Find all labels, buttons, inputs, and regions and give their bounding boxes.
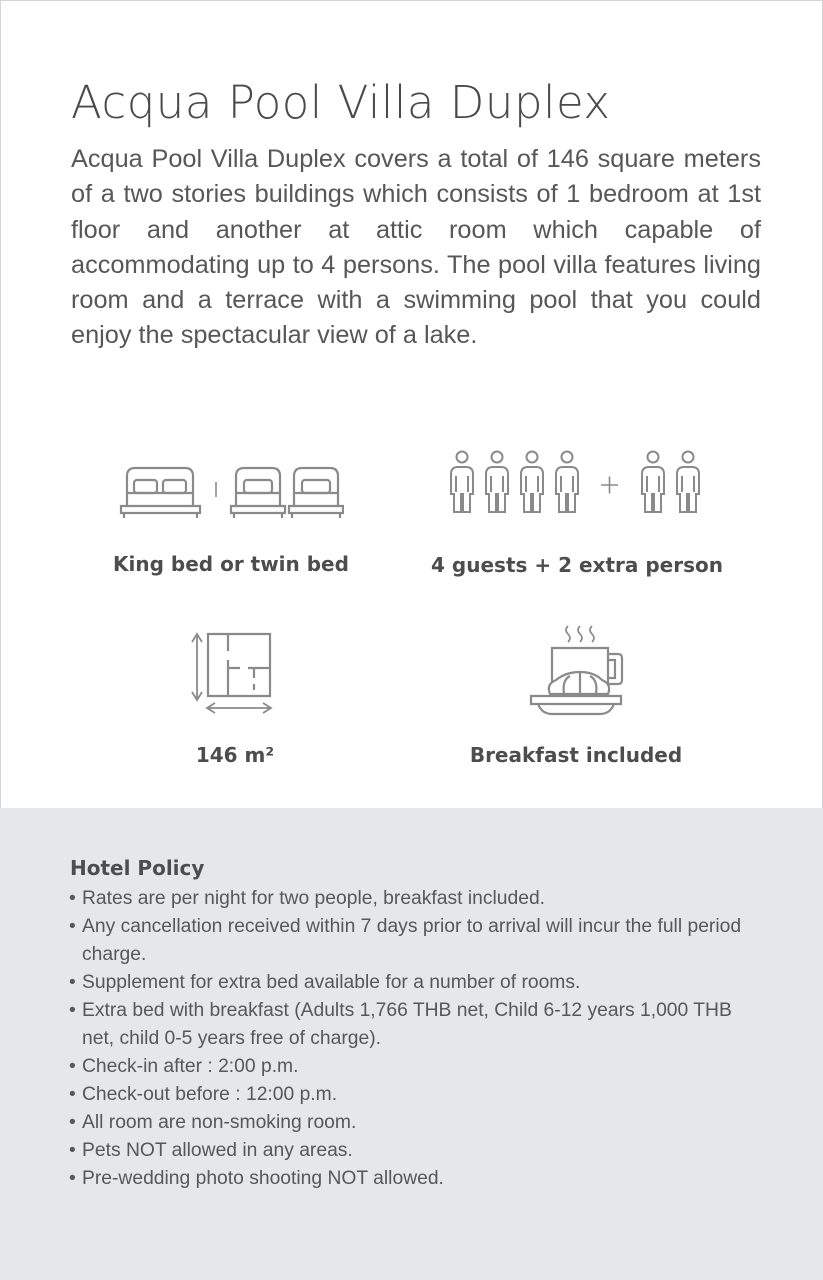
policy-item: • Supplement for extra bed available for a number of rooms.	[68, 969, 768, 997]
policy-item: • All room are non-smoking room.	[68, 1109, 768, 1137]
policy-item: • Rates are per night for two people, breakfast included.	[68, 885, 768, 913]
policy-item: • Any cancellation received within 7 days prior to arrival will incur the full period charge.	[68, 913, 768, 969]
policy-title: Hotel Policy	[70, 856, 205, 880]
guests-label: 4 guests + 2 extra person	[431, 553, 723, 577]
guests-icon	[446, 448, 706, 518]
hotel-policy-section	[0, 808, 823, 1280]
breakfast-icon	[526, 622, 626, 722]
room-description: Acqua Pool Villa Duplex covers a total of 146 square meters of a two stories buildings which consists of 1 bedroom at 1st floor and another at attic room which capable of accommodating up to 4 persons. The pool villa features living room and a terrace with a swimming pool that you could enjoy the spectacular view of a lake.	[71, 145, 761, 350]
policy-list	[68, 885, 768, 1193]
breakfast-label: Breakfast included	[469, 743, 683, 767]
policy-item: • Check-in after : 2:00 p.m.	[68, 1053, 768, 1081]
policy-item: • Check-out before : 12:00 p.m.	[68, 1081, 768, 1109]
bed-label: King bed or twin bed	[113, 552, 349, 576]
page-title: Acqua Pool Villa Duplex	[71, 76, 611, 129]
policy-item: • Pets NOT allowed in any areas.	[68, 1137, 768, 1165]
area-label: 146 m²	[195, 743, 275, 767]
bed-icon	[118, 462, 344, 520]
policy-item: • Extra bed with breakfast (Adults 1,766 THB net, Child 6-12 years 1,000 THB net, child 0-5 years free of charge).	[68, 997, 768, 1053]
policy-item: • Pre-wedding photo shooting NOT allowed.	[68, 1165, 768, 1193]
floor-plan-icon	[188, 628, 276, 718]
